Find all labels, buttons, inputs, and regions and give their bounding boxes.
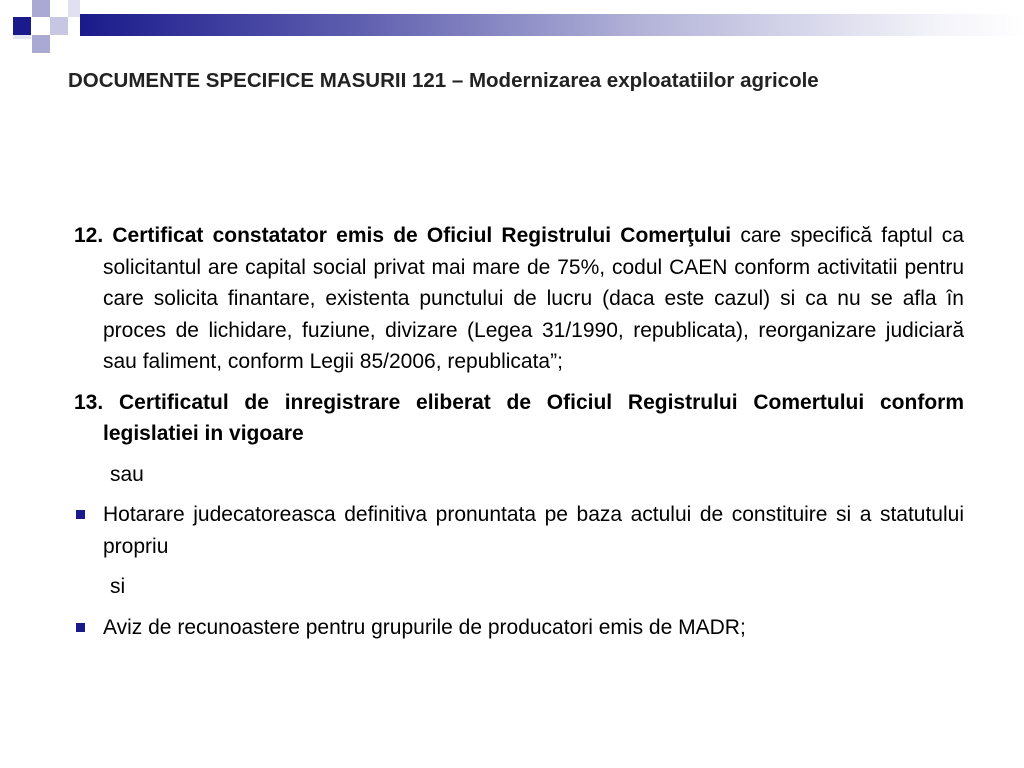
decor-square — [13, 17, 31, 35]
square-bullet-icon — [76, 510, 85, 519]
decor-square — [68, 0, 80, 17]
connector-si: si — [110, 575, 126, 598]
item-12-heading: 12. Certificat constatator emis de Oficiul Registrului Comerţului — [74, 224, 732, 247]
slide-body — [74, 220, 964, 652]
decor-square — [32, 35, 50, 53]
decor-square — [32, 0, 50, 17]
bullet-item-aviz — [74, 612, 964, 644]
item-13-heading: 13. Certificatul de inregistrare eliberat de Oficiul Registrului Comertului conform legislatiei in vigoare — [74, 390, 964, 445]
header-gradient-bar — [80, 14, 1024, 36]
decor-square — [13, 35, 31, 39]
connector-sau: sau — [110, 462, 144, 486]
slide-title: DOCUMENTE SPECIFICE MASURII 121 – Modernizarea exploatatiilor agricole — [68, 69, 819, 92]
decor-square — [50, 17, 68, 35]
item-13 — [74, 387, 964, 450]
square-bullet-icon — [76, 623, 85, 632]
item-12 — [74, 220, 964, 378]
item-12-text: care specifică faptul ca solicitantul are capital social privat mai mare de 75%, codul CAEN conform activitatii pentru care solicita finantare, existenta punctului de lucru (daca este cazul) si ca nu se afla în proces de lichidare, fuziune, divizare (Legea 31/1990, republicata), reorganizare judiciară sau faliment, conform Legii 85/2006, republicata”; — [103, 224, 964, 373]
bullet-text: Aviz de recunoastere pentru grupurile de producatori emis de MADR; — [103, 615, 746, 639]
bullet-text: Hotarare judecatoreasca definitiva pronuntata pe baza actului de constituire si a statutului propriu — [103, 503, 964, 558]
bullet-item-hotarare — [74, 499, 964, 562]
